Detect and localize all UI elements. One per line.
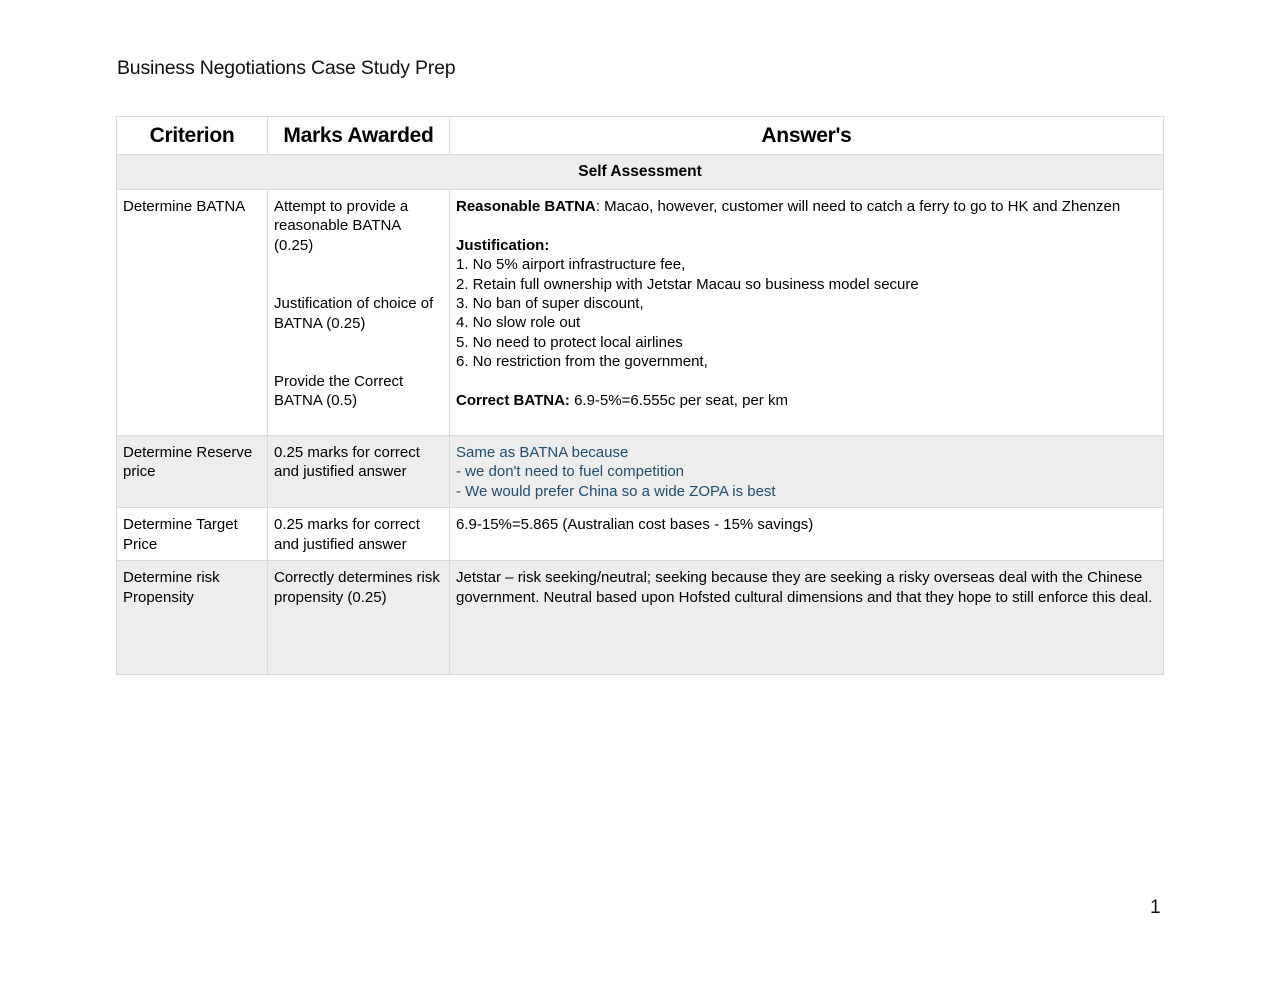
justification-item: 4. No slow role out [456, 314, 581, 332]
table-header-row [117, 117, 1164, 155]
header-answers: Answer's [450, 117, 1164, 155]
marks-item: Provide the Correct BATNA (0.5) [274, 373, 404, 410]
reserve-bullet: - We would prefer China so a wide ZOPA is best [456, 482, 776, 500]
marks-cell: 0.25 marks for correct and justified answer [268, 508, 450, 561]
section-self-assessment: Self Assessment [117, 155, 1164, 190]
marks-item: Attempt to provide a reasonable BATNA (0.25) [274, 198, 409, 254]
answer-cell: 6.9-15%=5.865 (Australian cost bases - 15% savings) [450, 508, 1164, 561]
page-number: 1 [1150, 897, 1161, 918]
document-title: Business Negotiations Case Study Prep [117, 57, 456, 79]
correct-batna-label: Correct BATNA: [456, 392, 570, 410]
reserve-bullet: - we don't need to fuel competition [456, 463, 685, 481]
table-row-batna [117, 190, 1164, 436]
correct-batna [456, 391, 1157, 410]
criterion-cell: Determine risk Propensity [117, 561, 268, 675]
marks-cell: Correctly determines risk propensity (0.25) [268, 561, 450, 675]
table-row-reserve-price [117, 436, 1164, 508]
justification-item: 5. No need to protect local airlines [456, 333, 683, 351]
reserve-intro: Same as BATNA because [456, 444, 629, 461]
criterion-cell: Determine BATNA [117, 190, 268, 436]
justification-label: Justification: [456, 236, 550, 254]
marks-cell: 0.25 marks for correct and justified answer [268, 436, 450, 508]
justification-item: 3. No ban of super discount, [456, 295, 644, 313]
marks-item: Justification of choice of BATNA (0.25) [274, 295, 434, 332]
section-row [117, 155, 1164, 190]
answer-cell [450, 190, 1164, 436]
answer-cell [450, 436, 1164, 508]
marks-cell [268, 190, 450, 436]
table-row-risk-propensity [117, 561, 1164, 675]
justification-item: 6. No restriction from the government, [456, 353, 708, 371]
assessment-table [116, 116, 1164, 675]
header-marks-awarded: Marks Awarded [268, 117, 450, 155]
reasonable-batna-text: : Macao, however, customer will need to catch a ferry to go to HK and Zhenzen [595, 198, 1121, 215]
table-row-target-price [117, 508, 1164, 561]
justification-item: 1. No 5% airport infrastructure fee, [456, 256, 686, 274]
header-criterion: Criterion [117, 117, 268, 155]
reasonable-batna-label: Reasonable BATNA [456, 198, 596, 215]
correct-batna-text: 6.9-5%=6.555c per seat, per km [569, 392, 788, 410]
reasonable-batna [456, 197, 1157, 216]
justification-item: 2. Retain full ownership with Jetstar Macau so business model secure [456, 275, 919, 293]
criterion-cell: Determine Reserve price [117, 436, 268, 508]
criterion-cell: Determine Target Price [117, 508, 268, 561]
answer-cell: Jetstar – risk seeking/neutral; seeking because they are seeking a risky overseas deal with the Chinese government. Neutral based upon Hofsted cultural dimensions and that they hope to still enforce this deal. [450, 561, 1164, 675]
